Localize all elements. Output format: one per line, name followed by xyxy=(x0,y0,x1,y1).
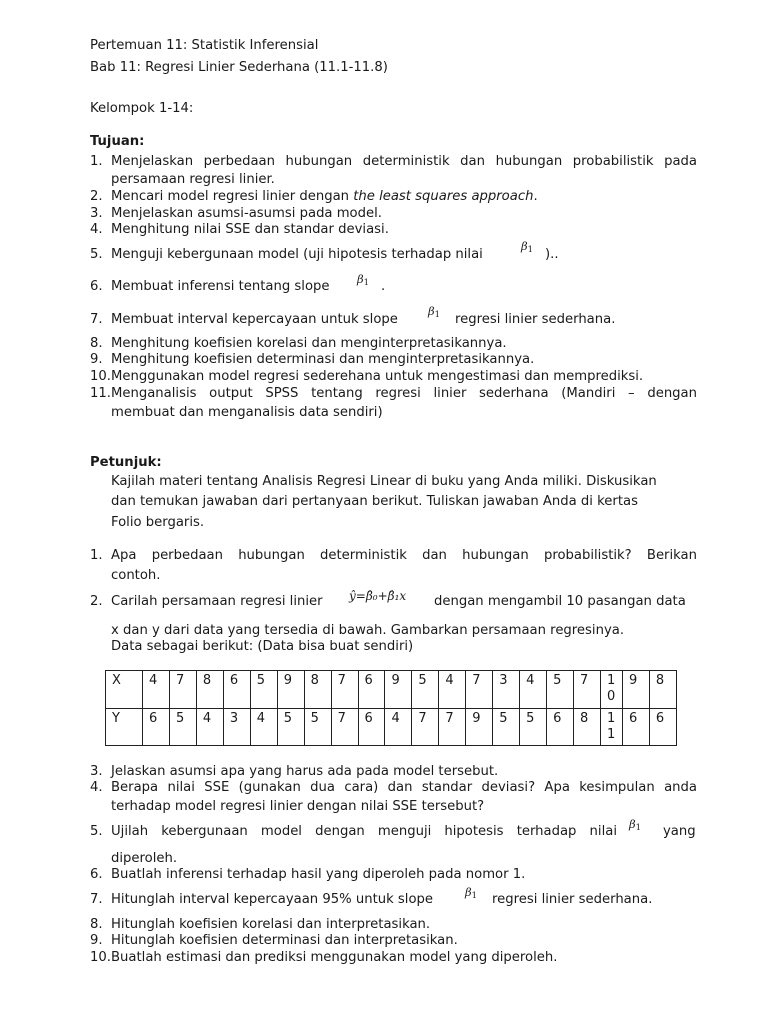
table-cell: 5 xyxy=(493,708,520,746)
table-cell: 4 xyxy=(143,671,170,709)
petunjuk-heading: Petunjuk: xyxy=(90,455,162,470)
list-text: terhadap model regresi linier dengan nilai SSE tersebut? xyxy=(111,799,485,814)
list-text: Membuat inferensi tentang slope xyxy=(111,279,330,294)
list-text: Menjelaskan perbedaan hubungan deterministik dan hubungan probabilistik pada xyxy=(111,154,697,169)
list-number: 4. xyxy=(90,780,103,795)
document-title: Pertemuan 11: Statistik Inferensial xyxy=(90,38,319,53)
list-text-end: regresi linier sederhana. xyxy=(492,892,653,907)
table-cell: 8 xyxy=(304,671,331,709)
petunjuk-line-1: Kajilah materi tentang Analisis Regresi Linear di buku yang Anda miliki. Diskusikan xyxy=(111,474,657,489)
table-cell: 10 xyxy=(600,671,622,709)
list-text: Carilah persamaan regresi linier xyxy=(111,594,323,609)
table-cell: 8 xyxy=(649,671,676,709)
list-text: Buatlah inferensi terhadap hasil yang diperoleh pada nomor 1. xyxy=(111,867,526,882)
beta-1-symbol: $\beta_1$ xyxy=(629,817,642,833)
list-text: Data sebagai berikut: (Data bisa buat sendiri) xyxy=(111,639,414,654)
list-number: 4. xyxy=(90,222,103,237)
table-cell: 7 xyxy=(574,671,601,709)
table-cell: 4 xyxy=(439,671,466,709)
beta-1-symbol: $\beta_1$ xyxy=(428,304,441,320)
list-text: Menguji kebergunaan model (uji hipotesis terhadap nilai xyxy=(111,247,483,262)
table-cell: 4 xyxy=(250,708,277,746)
list-text: Menghitung koefisien determinasi dan menginterpretasikannya. xyxy=(111,352,535,367)
list-text: Menghitung nilai SSE dan standar deviasi. xyxy=(111,222,389,237)
table-cell: 11 xyxy=(600,708,622,746)
list-text: Membuat interval kepercayaan untuk slope xyxy=(111,312,398,327)
list-number: 8. xyxy=(90,917,103,932)
table-cell: 9 xyxy=(385,671,412,709)
list-number: 9. xyxy=(90,352,103,367)
table-cell: 6 xyxy=(358,708,385,746)
list-text: Hitunglah koefisien korelasi dan interpretasikan. xyxy=(111,917,431,932)
row-label-x: X xyxy=(106,671,143,709)
list-number: 10. xyxy=(90,369,111,384)
petunjuk-line-2: dan temukan jawaban dari pertanyaan berikut. Tuliskan jawaban Anda di kertas xyxy=(111,494,638,509)
list-text: Ujilah kebergunaan model dengan menguji hipotesis terhadap nilai xyxy=(111,824,617,839)
list-text: Hitunglah koefisien determinasi dan interpretasikan. xyxy=(111,933,458,948)
list-text: Menggunakan model regresi sederehana untuk mengestimasi dan memprediksi. xyxy=(111,369,644,384)
list-number: 7. xyxy=(90,892,103,907)
list-text-end: dengan mengambil 10 pasangan data xyxy=(434,594,686,609)
list-text: Mencari model regresi linier dengan the least squares approach. xyxy=(111,189,538,204)
table-cell: 6 xyxy=(358,671,385,709)
table-cell: 9 xyxy=(277,671,304,709)
table-cell: 7 xyxy=(439,708,466,746)
petunjuk-line-3: Folio bergaris. xyxy=(111,515,205,530)
table-row-x xyxy=(106,671,677,709)
chapter-title: Bab 11: Regresi Linier Sederhana (11.1-11.8) xyxy=(90,60,388,75)
group-label: Kelompok 1-14: xyxy=(90,101,194,116)
list-number: 8. xyxy=(90,336,103,351)
table-cell: 7 xyxy=(412,708,439,746)
list-text-end: regresi linier sederhana. xyxy=(455,312,616,327)
table-cell: 6 xyxy=(547,708,574,746)
regression-equation: ŷ=β̂₀+β̂₁x xyxy=(349,589,407,603)
list-number: 11. xyxy=(90,386,111,401)
table-cell: 5 xyxy=(250,671,277,709)
list-text: x dan y dari data yang tersedia di bawah. Gambarkan persamaan regresinya. xyxy=(111,623,625,638)
beta-1-symbol: $\beta_1$ xyxy=(357,272,370,288)
list-number: 7. xyxy=(90,312,103,327)
table-cell: 7 xyxy=(331,708,358,746)
list-text: Menjelaskan asumsi-asumsi pada model. xyxy=(111,206,382,221)
list-text: diperoleh. xyxy=(111,851,178,866)
list-text: Apa perbedaan hubungan deterministik dan hubungan probabilistik? Berikan xyxy=(111,548,697,563)
table-row-y xyxy=(106,708,677,746)
table-cell: 9 xyxy=(622,671,649,709)
list-text: Jelaskan asumsi apa yang harus ada pada model tersebut. xyxy=(111,764,499,779)
table-cell: 6 xyxy=(622,708,649,746)
table-cell: 4 xyxy=(520,671,547,709)
list-text: contoh. xyxy=(111,568,161,583)
row-label-y: Y xyxy=(106,708,143,746)
list-number: 2. xyxy=(90,189,103,204)
table-cell: 6 xyxy=(223,671,250,709)
list-number: 3. xyxy=(90,764,103,779)
table-cell: 5 xyxy=(412,671,439,709)
table-cell: 7 xyxy=(169,671,196,709)
list-text: Menganalisis output SPSS tentang regresi linier sederhana (Mandiri – dengan xyxy=(111,386,697,401)
beta-1-symbol: $\beta_1$ xyxy=(465,885,478,901)
table-cell: 3 xyxy=(493,671,520,709)
list-number: 5. xyxy=(90,247,103,262)
list-number: 10. xyxy=(90,950,111,965)
table-cell: 7 xyxy=(331,671,358,709)
table-cell: 5 xyxy=(520,708,547,746)
list-text: persamaan regresi linier. xyxy=(111,172,275,187)
list-number: 2. xyxy=(90,594,103,609)
tujuan-heading: Tujuan: xyxy=(90,134,145,149)
list-number: 6. xyxy=(90,279,103,294)
table-cell: 5 xyxy=(169,708,196,746)
list-number: 1. xyxy=(90,548,103,563)
list-text-end: ).. xyxy=(545,247,559,262)
list-text: Menghitung koefisien korelasi dan menginterpretasikannya. xyxy=(111,336,507,351)
list-text: Hitunglah interval kepercayaan 95% untuk slope xyxy=(111,892,434,907)
list-number: 6. xyxy=(90,867,103,882)
table-cell: 7 xyxy=(466,671,493,709)
table-cell: 5 xyxy=(277,708,304,746)
list-text: membuat dan menganalisis data sendiri) xyxy=(111,405,383,420)
table-cell: 6 xyxy=(143,708,170,746)
table-cell: 9 xyxy=(466,708,493,746)
list-number: 3. xyxy=(90,206,103,221)
beta-1-symbol: $\beta_1$ xyxy=(521,239,534,255)
list-text: Berapa nilai SSE (gunakan dua cara) dan standar deviasi? Apa kesimpulan anda xyxy=(111,780,697,795)
list-text-end: . xyxy=(381,279,386,294)
table-cell: 4 xyxy=(196,708,223,746)
list-number: 5. xyxy=(90,824,103,839)
table-cell: 6 xyxy=(649,708,676,746)
table-cell: 8 xyxy=(574,708,601,746)
list-text: Buatlah estimasi dan prediksi menggunakan model yang diperoleh. xyxy=(111,950,558,965)
table-cell: 4 xyxy=(385,708,412,746)
table-cell: 5 xyxy=(304,708,331,746)
table-cell: 3 xyxy=(223,708,250,746)
list-number: 1. xyxy=(90,154,103,169)
list-number: 9. xyxy=(90,933,103,948)
table-cell: 5 xyxy=(547,671,574,709)
list-text-end: yang xyxy=(663,824,696,839)
data-table xyxy=(105,670,677,746)
table-cell: 8 xyxy=(196,671,223,709)
